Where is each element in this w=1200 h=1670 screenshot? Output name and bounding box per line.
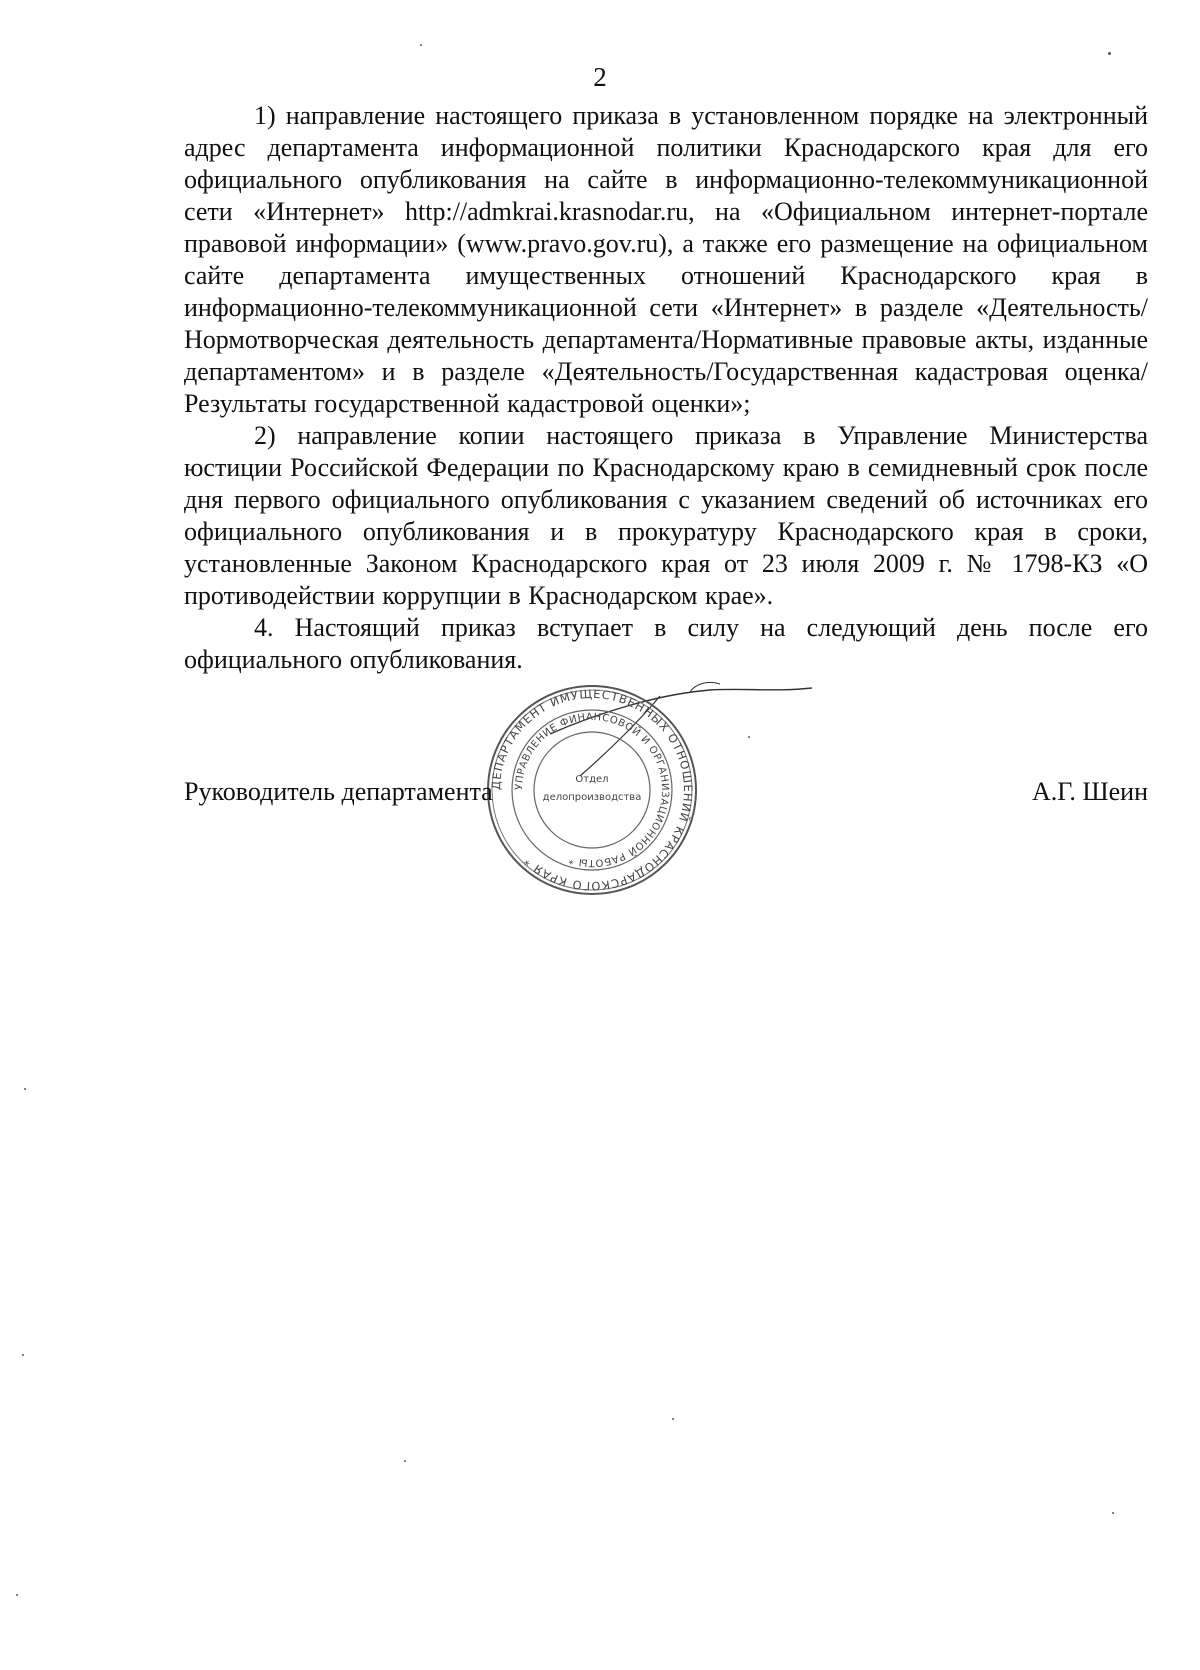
paragraph-item-2: 2) направление копии настоящего приказа в Управление Министерства юстиции Российской Федерации по Краснодарскому краю в семидневный срок после дня первого официального опубликования с указанием сведений об источниках его официального опубликования и в прокуратуру Краснодарского края в сроки, установленные Законом Краснодарского края от 23 июля 2009 г. № 1798-КЗ «О противодействии коррупции в Краснодарском крае». — [184, 421, 1148, 610]
scan-speck — [16, 1594, 18, 1596]
scan-speck — [420, 44, 422, 46]
scan-speck — [24, 1088, 26, 1090]
signatory-name: А.Г. Шеин — [1032, 777, 1148, 806]
scan-speck — [1112, 1512, 1114, 1514]
signatory-position: Руководитель департамента — [184, 777, 493, 806]
seal-center-line1: Отдел — [575, 774, 609, 785]
paragraph-item-1: 1) направление настоящего приказа в установленном порядке на электронный адрес департамента информационной политики Краснодарского края для его официального опубликования на сайте в информационно-телекоммуникационной сети «Интернет» http://admkrai.krasnodar.ru, на «Официальном интернет-портале правовой информации» (www.pravo.gov.ru), а также его размещение на официальном сайте департамента имущественных отношений Краснодарского края в информационно-телекоммуникационной сети «Интернет» в разделе «Деятельность/Нормотворческая деятельность департамента/Нормативные правовые акты, изданные департаментом» и в разделе «Деятельность/Государственная кадастровая оценка/Результаты государственной кадастровой оценки»; — [184, 101, 1148, 418]
scan-speck — [672, 1418, 674, 1420]
signature-block — [184, 776, 1148, 812]
document-body — [184, 100, 1148, 676]
scan-speck — [404, 1460, 406, 1462]
seal-center-line2: делопроизводства — [542, 792, 642, 803]
seal-inner-text: УПРАВЛЕНИЕ ФИНАНСОВОЙ И ОРГАНИЗАЦИОННОЙ РАБОТЫ * — [513, 711, 671, 869]
scan-speck — [22, 1354, 24, 1356]
seal-outer-text: ДЕПАРТАМЕНТ ИМУЩЕСТВЕННЫХ ОТНОШЕНИЙ КРАСНОДАРСКОГО КРАЯ * — [488, 686, 696, 894]
paragraph-effective-date: 4. Настоящий приказ вступает в силу на следующий день после его официального опубликования. — [184, 613, 1148, 674]
scan-speck — [748, 736, 750, 738]
page-number: 2 — [593, 62, 607, 92]
scan-speck — [1108, 52, 1111, 55]
